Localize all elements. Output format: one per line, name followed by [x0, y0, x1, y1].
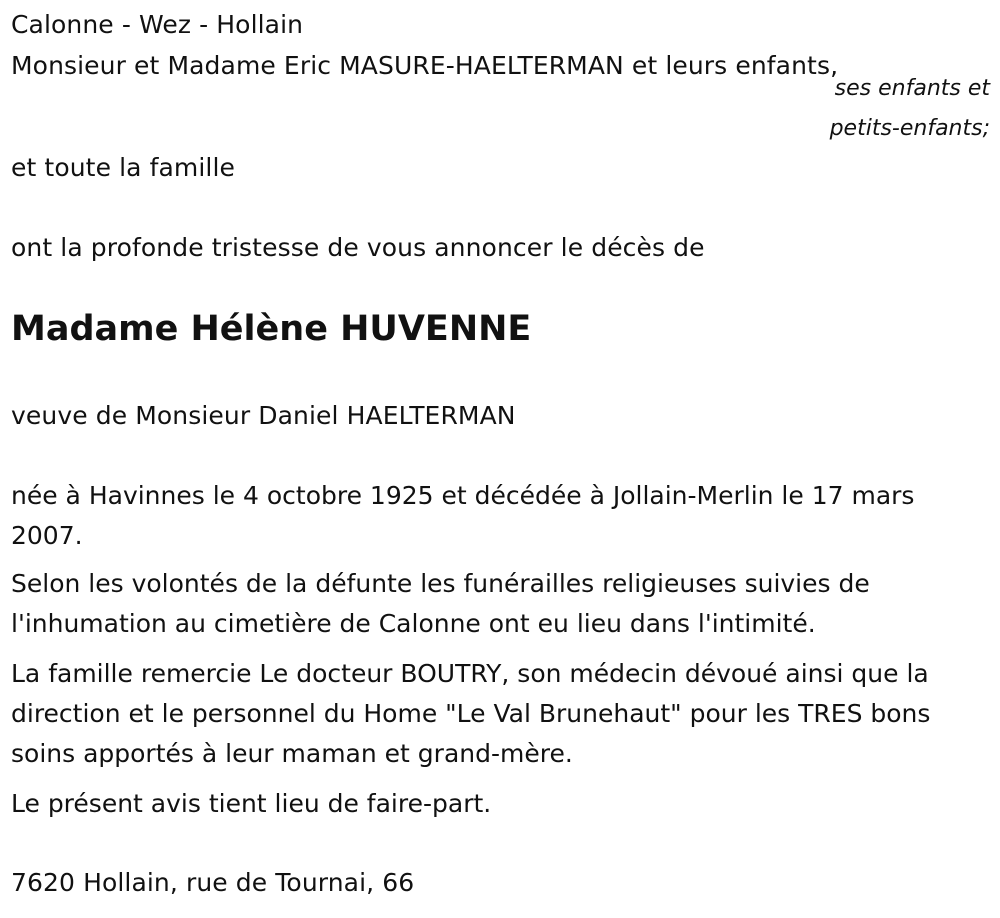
notice-paragraph: Le présent avis tient lieu de faire-part.: [11, 789, 492, 818]
italic-line-children: ses enfants et: [834, 76, 990, 101]
family-line: Monsieur et Madame Eric MASURE-HAELTERMAN et leurs enfants,: [11, 51, 839, 80]
address-line: 7620 Hollain, rue de Tournai, 66: [11, 868, 415, 897]
location-line: Calonne - Wez - Hollain: [11, 10, 304, 39]
italic-line-grandchildren: petits-enfants;: [829, 116, 990, 141]
widow-of-line: veuve de Monsieur Daniel HAELTERMAN: [11, 401, 516, 430]
family-extended-line: et toute la famille: [11, 153, 236, 182]
announcement-line: ont la profonde tristesse de vous annoncer le décès de: [11, 233, 705, 262]
deceased-name: Madame Hélène HUVENNE: [11, 309, 532, 349]
birth-death-paragraph: née à Havinnes le 4 octobre 1925 et décédée à Jollain-Merlin le 17 mars 2007.: [11, 481, 915, 550]
funeral-paragraph: Selon les volontés de la défunte les funérailles religieuses suivies de l'inhumation au cimetière de Calonne ont eu lieu dans l'intimité.: [11, 569, 870, 638]
thanks-paragraph: La famille remercie Le docteur BOUTRY, son médecin dévoué ainsi que la direction et le personnel du Home "Le Val Brunehaut" pour les TRES bons soins apportés à leur maman et grand-mère.: [11, 659, 931, 768]
